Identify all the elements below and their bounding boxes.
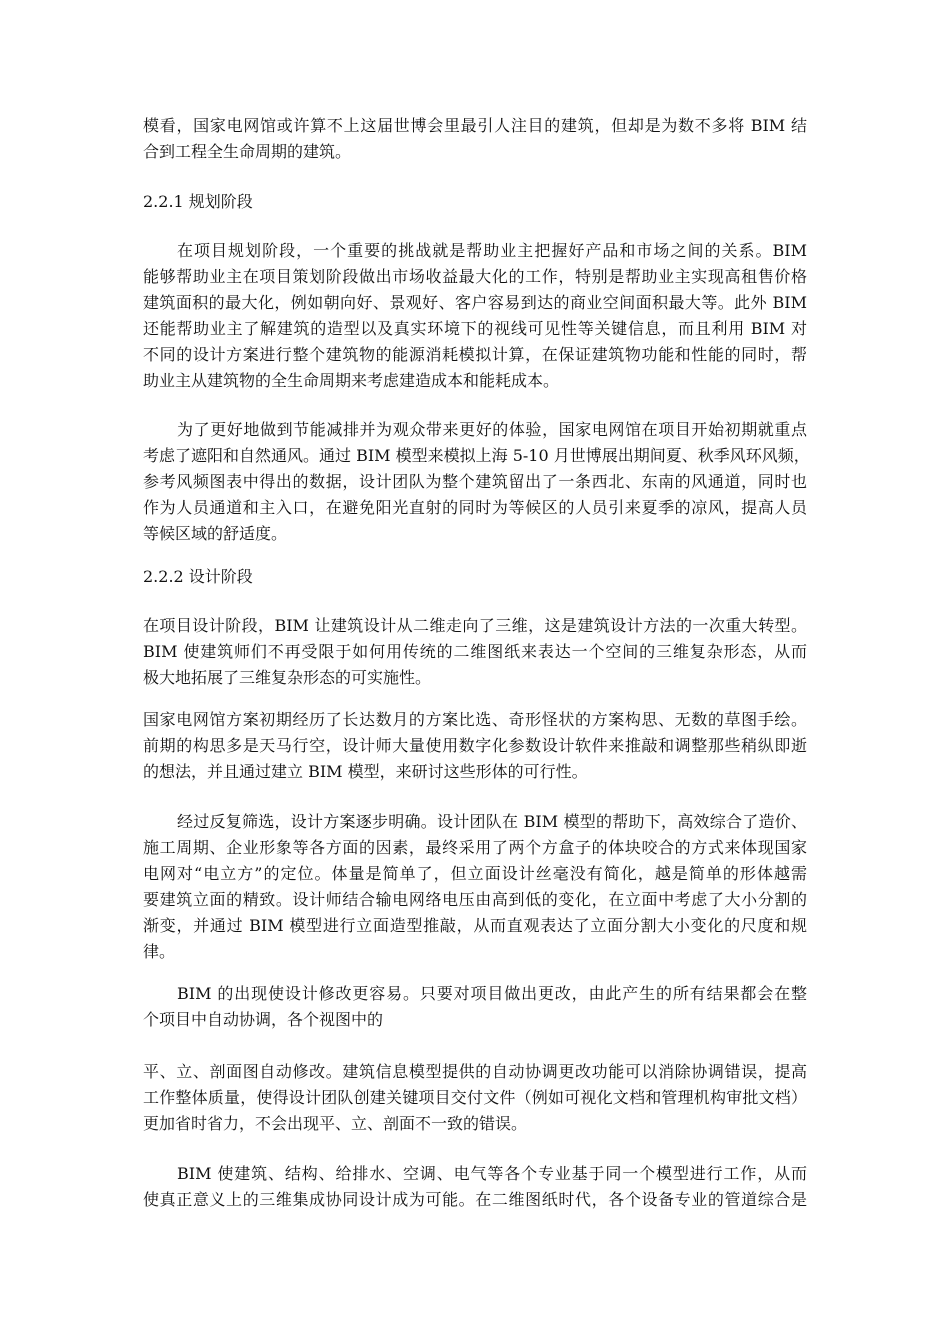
paragraph [143,981,807,1033]
text-line: 在项目规划阶段，一个重要的挑战就是帮助业主把握好产品和市场之间的关系。BIM [177,241,807,260]
paragraph [143,113,807,165]
text-line: 个项目中自动协调，各个视图中的 [143,1010,384,1029]
text-line: 施工周期、企业形象等各方面的因素，最终采用了两个方盒子的体块咬合的方式来体现国家 [143,838,807,857]
text-line: 国家电网馆方案初期经历了长达数月的方案比选、奇形怪状的方案构思、无数的草图手绘。 [143,710,807,729]
paragraph [143,613,807,691]
text-line: 助业主从建筑物的全生命周期来考虑建造成本和能耗成本。 [143,371,560,390]
text-line: 能够帮助业主在项目策划阶段做出市场收益最大化的工作，特别是帮助业主实现高租售价格 [143,267,807,286]
text-line: 2.2.1 规划阶段 [143,192,253,211]
text-line: 更加省时省力，不会出现平、立、剖面不一致的错误。 [143,1114,528,1133]
text-line: BIM 使建筑、结构、给排水、空调、电气等各个专业基于同一个模型进行工作，从而 [177,1164,807,1183]
text-line: 考虑了遮阳和自然通风。通过 BIM 模型来模拟上海 5-10 月世博展出期间夏、秋季风环风频， [143,446,810,465]
text-line: 电网对“电立方”的定位。体量是简单了，但立面设计丝毫没有简化，越是简单的形体越需 [143,864,807,883]
section-heading [143,189,807,215]
text-line: 经过反复筛选，设计方案逐步明确。设计团队在 BIM 模型的帮助下，高效综合了造价、 [177,812,807,831]
paragraph [143,1161,807,1213]
paragraph [143,707,807,785]
text-line: 还能帮助业主了解建筑的造型以及真实环境下的视线可见性等关键信息，而且利用 BIM 对 [143,319,807,338]
text-line: 使真正意义上的三维集成协同设计成为可能。在二维图纸时代，各个设备专业的管道综合是 [143,1190,807,1209]
text-line: 平、立、剖面图自动修改。建筑信息模型提供的自动协调更改功能可以消除协调错误，提高 [143,1062,807,1081]
text-line: 要建筑立面的精致。设计师结合输电网络电压由高到低的变化，在立面中考虑了大小分割的 [143,890,807,909]
text-line: 参考风频图表中得出的数据，设计团队为整个建筑留出了一条西北、东南的风通道，同时也 [143,472,807,491]
paragraph [143,809,807,965]
text-line: 的想法，并且通过建立 BIM 模型，来研讨这些形体的可行性。 [143,762,588,781]
text-line: 前期的构思多是天马行空，设计师大量使用数字化参数设计软件来推敲和调整那些稍纵即逝 [143,736,807,755]
text-line: 合到工程全生命周期的建筑。 [143,142,352,161]
paragraph [143,1059,807,1137]
text-line: 作为人员通道和主入口，在避免阳光直射的同时为等候区的人员引来夏季的凉风，提高人员 [143,498,807,517]
text-line: BIM 使建筑师们不再受限于如何用传统的二维图纸来表达一个空间的三维复杂形态，从而 [143,642,807,661]
text-line: 不同的设计方案进行整个建筑物的能源消耗模拟计算，在保证建筑物功能和性能的同时，帮 [143,345,807,364]
paragraph [143,417,810,547]
text-line: 模看，国家电网馆或许算不上这届世博会里最引人注目的建筑，但却是为数不多将 BIM 结 [143,116,807,135]
text-line: BIM 的出现使设计修改更容易。只要对项目做出更改，由此产生的所有结果都会在整 [177,984,807,1003]
text-line: 工作整体质量，使得设计团队创建关键项目交付文件（例如可视化文档和管理机构审批文档） [143,1088,807,1107]
text-line: 在项目设计阶段，BIM 让建筑设计从二维走向了三维，这是建筑设计方法的一次重大转型。 [143,616,807,635]
text-line: 极大地拓展了三维复杂形态的可实施性。 [143,668,432,687]
paragraph [143,238,807,394]
text-line: 渐变，并通过 BIM 模型进行立面造型推敲，从而直观表达了立面分割大小变化的尺度和规 [143,916,807,935]
text-line: 2.2.2 设计阶段 [143,567,253,586]
text-line: 律。 [143,942,176,961]
text-line: 建筑面积的最大化，例如朝向好、景观好、客户容易到达的商业空间面积最大等。此外 BIM [143,293,807,312]
text-line: 为了更好地做到节能减排并为观众带来更好的体验，国家电网馆在项目开始初期就重点 [177,420,807,439]
section-heading [143,564,807,590]
text-line: 等候区域的舒适度。 [143,524,288,543]
